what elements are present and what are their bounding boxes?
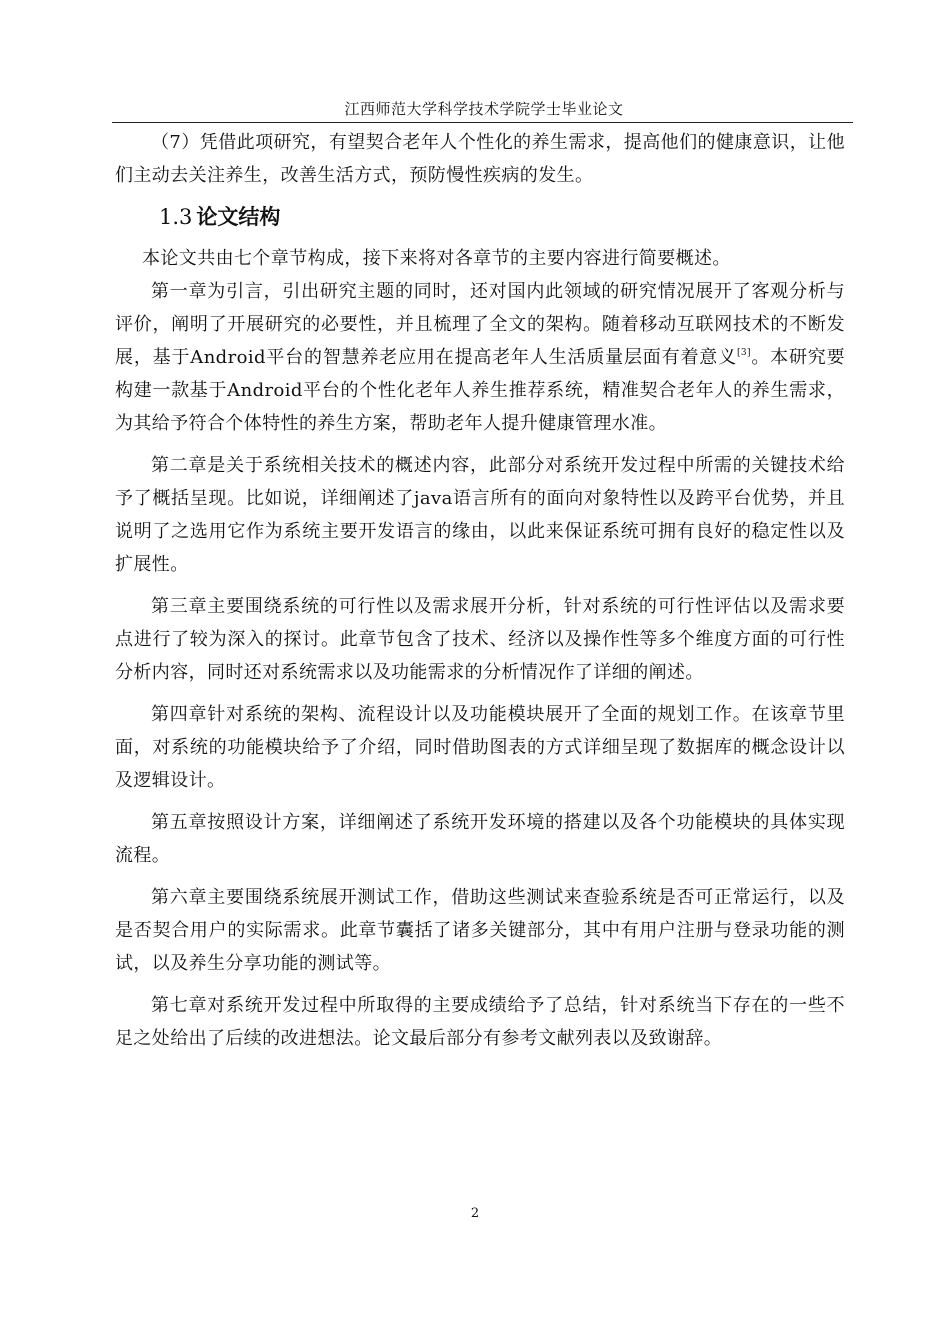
chapter-1-text-a: 第一章为引言，引出研究主题的同时，还对国内此领域的研究情况展开了客观分析与评价，阐明了开展研究的必要性，并且梳理了全文的架构。随着移动互联网技术的不断发展，基于Android平台的智慧养老应用在提高老年人生活质量层面有着意义	[115, 281, 845, 368]
paragraph-benefit-7: （7）凭借此项研究，有望契合老年人个性化的养生需求，提高他们的健康意识，让他们主动去关注养生，改善生活方式，预防慢性疾病的发生。	[115, 132, 845, 186]
header-rule	[112, 122, 853, 123]
chapter-1-text-b: 。本研究要构建一款基于Android平台的个性化老年人养生推荐系统，精准契合老年人的养生需求，为其给予符合个体特性的养生方案，帮助老年人提升健康管理水准。	[115, 347, 846, 434]
page-body	[115, 126, 845, 1055]
page-number: 2	[470, 1206, 480, 1221]
paragraph-chapter-4: 第四章针对系统的架构、流程设计以及功能模块展开了全面的规划工作。在该章节里面，对系统的功能模块给予了介绍，同时借助图表的方式详细呈现了数据库的概念设计以及逻辑设计。	[115, 704, 845, 791]
paragraph-structure-intro: 本论文共由七个章节构成，接下来将对各章节的主要内容进行简要概述。	[142, 248, 731, 269]
paragraph-chapter-2: 第二章是关于系统相关技术的概述内容，此部分对系统开发过程中所需的关键技术给予了概括呈现。比如说，详细阐述了java语言所有的面向对象特性以及跨平台优势，并且说明了之选用它作为系统主要开发语言的缘由，以此来保证系统可拥有良好的稳定性以及扩展性。	[115, 455, 845, 575]
paragraph-chapter-6: 第六章主要围绕系统展开测试工作，借助这些测试来查验系统是否可正常运行，以及是否契合用户的实际需求。此章节囊括了诸多关键部分，其中有用户注册与登录功能的测试，以及养生分享功能的测试等。	[115, 887, 845, 974]
section-number: 1.3	[159, 205, 193, 229]
citation-ref: [3]	[736, 348, 751, 358]
running-header: 江西师范大学科学技术学院学士毕业论文	[344, 100, 624, 118]
section-heading	[159, 200, 845, 234]
paragraph-chapter-5: 第五章按照设计方案，详细阐述了系统开发环境的搭建以及各个功能模块的具体实现流程。	[115, 812, 845, 866]
section-title: 论文结构	[196, 205, 281, 229]
paragraph-chapter-3: 第三章主要围绕系统的可行性以及需求展开分析，针对系统的可行性评估以及需求要点进行了较为深入的探讨。此章节包含了技术、经济以及操作性等多个维度方面的可行性分析内容，同时还对系统需求以及功能需求的分析情况作了详细的阐述。	[115, 596, 845, 683]
paragraph-chapter-7: 第七章对系统开发过程中所取得的主要成绩给予了总结，针对系统当下存在的一些不足之处给出了后续的改进想法。论文最后部分有参考文献列表以及致谢辞。	[115, 995, 845, 1049]
paragraph-chapter-1	[115, 275, 845, 440]
